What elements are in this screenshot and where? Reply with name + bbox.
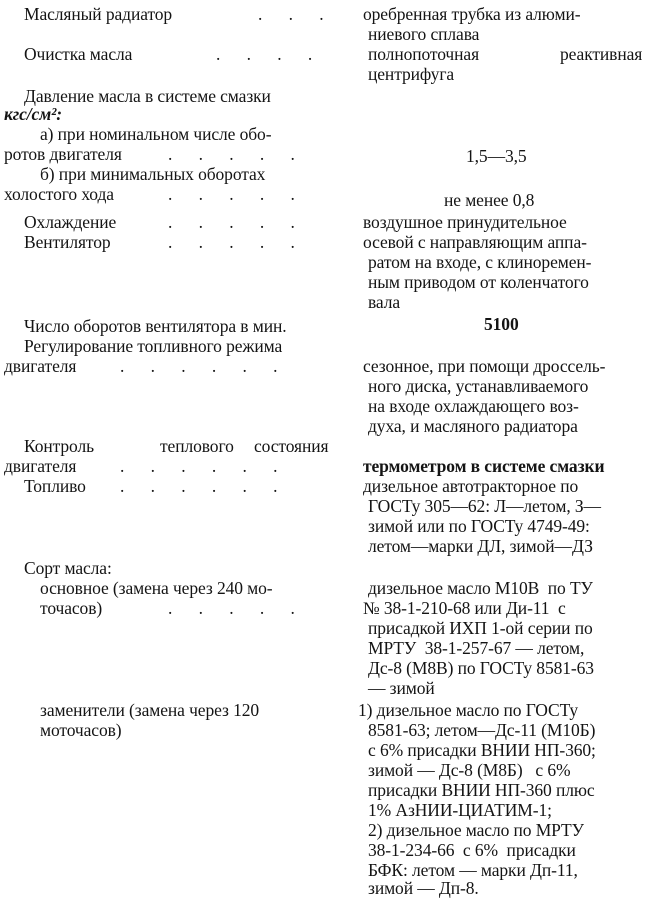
value-fan-3: ным приводом от коленчатого <box>368 272 589 292</box>
label-fan: Вентилятор <box>24 232 111 252</box>
oil-main-value-2: № 38-1-210-68 или Ди-11 с <box>363 598 566 618</box>
oil-main-line1: основное (замена через 240 мо- <box>40 578 273 598</box>
pressure-b-line2: холостого хода <box>4 184 114 204</box>
oil-sub-line1: заменители (замена через 120 <box>40 700 260 720</box>
leader-dots: . . . . . <box>168 232 295 252</box>
oil-sub-value-8: 38-1-234-66 с 6% присадки <box>368 840 576 860</box>
oil-sub-value-2: 8581-63; летом—Дс-11 (М10Б) <box>368 720 596 740</box>
oil-main-value-6: — зимой <box>368 678 435 698</box>
value-oil-radiator-1: оребренная трубка из алюми- <box>363 4 581 24</box>
label-cooling: Охлаждение <box>24 212 117 232</box>
heading-oil-pressure: Давление масла в системе смазки <box>24 86 271 106</box>
value-fan-4: вала <box>368 292 401 312</box>
value-cooling: воздушное принудительное <box>363 212 567 232</box>
pressure-unit: кгс/см²: <box>4 104 62 124</box>
value-fuel-regime-4: духа, и масляного радиатора <box>368 416 578 436</box>
oil-sub-value-6: 1% АзНИИ-ЦИАТИМ-1; <box>368 800 552 820</box>
leader-dots: . . . . . <box>168 184 295 204</box>
value-fan-2: ратом на входе, с клиноремен- <box>368 252 592 272</box>
value-oil-cleaning-1b: реактивная <box>560 44 643 64</box>
oil-main-value-5: Дс-8 (М8В) по ГОСТу 8581-63 <box>368 658 594 678</box>
oil-sub-value-1: 1) дизельное масло по ГОСТу <box>358 700 578 720</box>
value-fuel-regime-1: сезонное, при помощи дроссель- <box>363 356 606 376</box>
leader-dots: . . . . . . <box>120 456 278 476</box>
value-fuel-3: зимой или по ГОСТу 4749-49: <box>368 516 590 536</box>
value-oil-cleaning-1a: полнопоточная <box>368 44 480 64</box>
value-fan-1: осевой с направляющим аппа- <box>363 232 587 252</box>
oil-main-line2: точасов) <box>40 598 103 618</box>
oil-sub-value-9: БФК: летом — марки Дп-11, <box>368 860 578 880</box>
leader-dots: . . . . <box>216 44 313 64</box>
value-oil-radiator-2: ниевого сплава <box>368 24 480 44</box>
oil-sub-value-5: присадки ВНИИ НП-360 плюс <box>368 780 595 800</box>
leader-dots: . . . <box>258 4 324 24</box>
leader-dots: . . . . . <box>168 212 295 232</box>
leader-dots: . . . . . . <box>120 476 278 496</box>
oil-main-value-4: МРТУ 38-1-257-67 — летом, <box>368 638 585 658</box>
oil-sub-value-4: зимой — Дс-8 (М8Б) с 6% <box>368 760 571 780</box>
label-thermal-1a: Контроль <box>24 436 94 456</box>
leader-dots: . . . . . <box>168 144 295 164</box>
label-thermal-2: двигателя <box>4 456 77 476</box>
pressure-a-line2: ротов двигателя <box>4 144 122 164</box>
value-fuel-regime-2: ного диска, устанавливаемого <box>368 376 589 396</box>
label-fuel-regime-2: двигателя <box>4 356 77 376</box>
pressure-a-line1: а) при номинальном числе обо- <box>40 124 272 144</box>
pressure-b-value: не менее 0,8 <box>444 190 535 210</box>
label-oil-radiator: Масляный радиатор <box>24 4 173 24</box>
value-fuel-1: дизельное автотракторное по <box>363 476 579 496</box>
leader-dots: . . . . . <box>168 598 295 618</box>
oil-sub-value-7: 2) дизельное масло по МРТУ <box>368 820 584 840</box>
oil-main-value-1: дизельное масло М10В по ТУ <box>368 578 593 598</box>
pressure-b-line1: б) при минимальных оборотах <box>40 164 266 184</box>
label-oil-cleaning: Очистка масла <box>24 44 133 64</box>
oil-sub-line2: моточасов) <box>40 720 122 740</box>
pressure-a-value: 1,5—3,5 <box>466 146 527 166</box>
value-fuel-2: ГОСТу 305—62: Л—летом, З— <box>368 496 601 516</box>
value-oil-cleaning-2: центрифуга <box>368 64 455 84</box>
value-fuel-regime-3: на входе охлаждающего воз- <box>368 396 579 416</box>
value-fan-speed: 5100 <box>484 314 519 334</box>
value-thermal: термометром в системе смазки <box>363 456 605 476</box>
oil-main-value-3: присадкой ИХП 1-ой серии по <box>368 618 593 638</box>
leader-dots: . . . . . . <box>120 356 278 376</box>
label-thermal-1c: состояния <box>254 436 329 456</box>
oil-sub-value-10: зимой — Дп-8. <box>368 878 479 898</box>
label-fan-speed: Число оборотов вентилятора в мин. <box>24 316 287 336</box>
heading-oil-grade: Сорт масла: <box>24 558 112 578</box>
label-thermal-1b: теплового <box>160 436 234 456</box>
value-fuel-4: летом—марки ДЛ, зимой—ДЗ <box>368 536 593 556</box>
label-fuel: Топливо <box>24 476 86 496</box>
label-fuel-regime-1: Регулирование топливного режима <box>24 336 283 356</box>
oil-sub-value-3: с 6% присадки ВНИИ НП-360; <box>368 740 596 760</box>
